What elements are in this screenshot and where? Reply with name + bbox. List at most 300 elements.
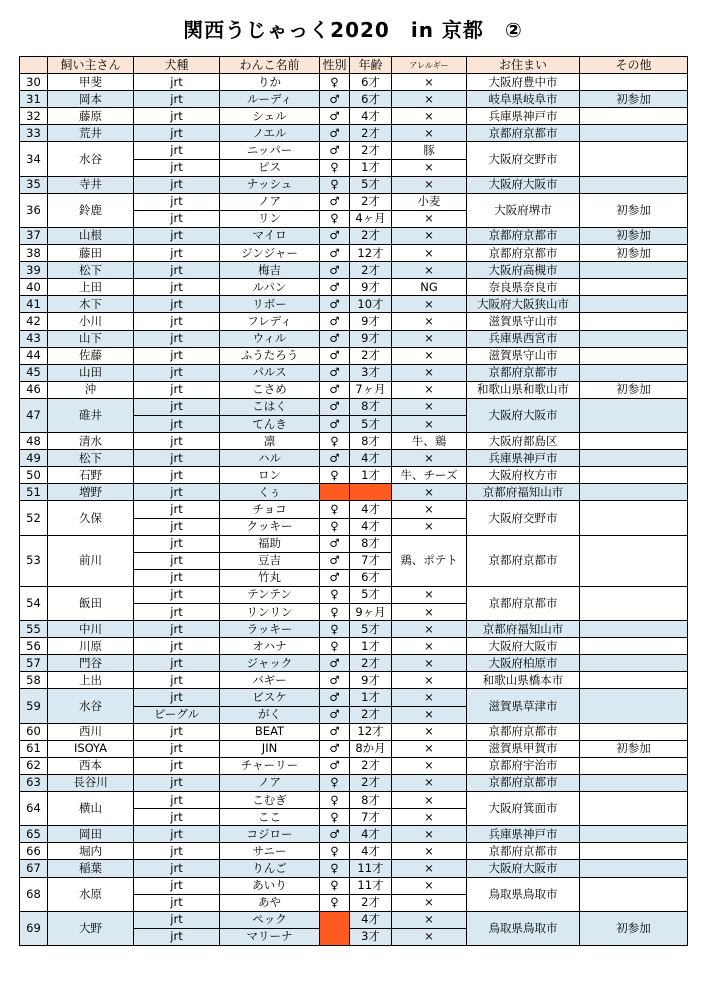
address: 大阪府交野市 — [467, 142, 580, 176]
dog-sex: ♂ — [320, 706, 350, 723]
allergy: × — [392, 843, 467, 860]
notes — [580, 774, 688, 791]
entry-number: 41 — [20, 296, 48, 313]
owner-name: 増野 — [48, 484, 134, 501]
dog-breed: jrt — [134, 74, 220, 91]
dog-sex: ♂ — [320, 826, 350, 843]
dog-name: ハル — [220, 450, 320, 467]
notes — [580, 398, 688, 432]
notes: 初参加 — [580, 193, 688, 227]
dog-sex: ♂ — [320, 450, 350, 467]
table-row — [20, 125, 688, 142]
owner-name: 上出 — [48, 672, 134, 689]
dog-age: 2才 — [350, 347, 392, 364]
address: 京都府福知山市 — [467, 484, 580, 501]
dog-age: 2才 — [350, 227, 392, 244]
dog-sex: ♂ — [320, 740, 350, 757]
dog-name: テンテン — [220, 586, 320, 603]
dog-age: 7ヶ月 — [350, 381, 392, 398]
owner-name: 水原 — [48, 877, 134, 911]
dog-sex: ♀ — [320, 518, 350, 535]
dog-sex: ♀ — [320, 877, 350, 894]
allergy: × — [392, 604, 467, 621]
dog-age: 9才 — [350, 330, 392, 347]
dog-breed: jrt — [134, 450, 220, 467]
dog-name: がく — [220, 706, 320, 723]
dog-age: 4才 — [350, 450, 392, 467]
allergy: × — [392, 347, 467, 364]
dog-breed: jrt — [134, 227, 220, 244]
dog-age: 4才 — [350, 826, 392, 843]
dog-sex: ♀ — [320, 809, 350, 826]
col-header-dog-name: わんこ名前 — [220, 57, 320, 74]
address: 大阪府大阪狭山市 — [467, 296, 580, 313]
dog-name: りんご — [220, 860, 320, 877]
notes: 初参加 — [580, 227, 688, 244]
table-row — [20, 227, 688, 244]
address: 鳥取県鳥取市 — [467, 877, 580, 911]
dog-age: 2才 — [350, 142, 392, 159]
allergy: 小麦 — [392, 193, 467, 210]
dog-breed: jrt — [134, 381, 220, 398]
allergy: × — [392, 706, 467, 723]
allergy: × — [392, 74, 467, 91]
dog-age: 2才 — [350, 655, 392, 672]
allergy: × — [392, 689, 467, 706]
dog-age: 5才 — [350, 586, 392, 603]
dog-age — [350, 484, 392, 501]
address: 京都府京都市 — [467, 586, 580, 620]
dog-name: ペック — [220, 911, 320, 928]
dog-name: リンリン — [220, 604, 320, 621]
owner-name: 稲葉 — [48, 860, 134, 877]
owner-name: 寺井 — [48, 176, 134, 193]
entry-number: 33 — [20, 125, 48, 142]
owner-name: 門谷 — [48, 655, 134, 672]
table-row — [20, 398, 688, 415]
table-row — [20, 450, 688, 467]
dog-sex: ♂ — [320, 313, 350, 330]
allergy: × — [392, 484, 467, 501]
dog-sex: ♂ — [320, 723, 350, 740]
entry-number: 34 — [20, 142, 48, 176]
dog-sex: ♀ — [320, 210, 350, 227]
owner-name: 岡本 — [48, 91, 134, 108]
notes: 初参加 — [580, 381, 688, 398]
table-row — [20, 792, 688, 809]
table-row — [20, 330, 688, 347]
allergy: × — [392, 245, 467, 262]
allergy: × — [392, 792, 467, 809]
header-row — [20, 57, 688, 74]
table-row — [20, 245, 688, 262]
dog-sex: ♀ — [320, 843, 350, 860]
dog-breed: jrt — [134, 398, 220, 415]
dog-breed: jrt — [134, 245, 220, 262]
dog-name: ニッパー — [220, 142, 320, 159]
dog-age: 3才 — [350, 364, 392, 381]
entry-number: 58 — [20, 672, 48, 689]
dog-age: 5才 — [350, 176, 392, 193]
dog-sex: ♀ — [320, 604, 350, 621]
dog-breed: jrt — [134, 740, 220, 757]
dog-sex: ♀ — [320, 467, 350, 484]
dog-breed: jrt — [134, 296, 220, 313]
table-row — [20, 877, 688, 894]
owner-name: ISOYA — [48, 740, 134, 757]
dog-breed: jrt — [134, 279, 220, 296]
dog-age: 7才 — [350, 809, 392, 826]
notes — [580, 125, 688, 142]
dog-sex: ♂ — [320, 347, 350, 364]
owner-name: 上田 — [48, 279, 134, 296]
dog-sex: ♂ — [320, 689, 350, 706]
table-row — [20, 262, 688, 279]
owner-name: 荒井 — [48, 125, 134, 142]
notes — [580, 279, 688, 296]
owner-name: 久保 — [48, 501, 134, 535]
dog-name: リボー — [220, 296, 320, 313]
dog-breed: jrt — [134, 843, 220, 860]
dog-age: 2才 — [350, 262, 392, 279]
address: 大阪府交野市 — [467, 501, 580, 535]
dog-breed: jrt — [134, 638, 220, 655]
allergy: 鶏、ポテト — [392, 535, 467, 586]
dog-name: こはく — [220, 398, 320, 415]
col-header-breed: 犬種 — [134, 57, 220, 74]
owner-name: 碓井 — [48, 398, 134, 432]
dog-breed: jrt — [134, 125, 220, 142]
dog-breed: jrt — [134, 433, 220, 450]
notes — [580, 296, 688, 313]
allergy: × — [392, 501, 467, 518]
notes: 初参加 — [580, 245, 688, 262]
notes — [580, 826, 688, 843]
entry-number: 64 — [20, 792, 48, 826]
address: 大阪府柏原市 — [467, 655, 580, 672]
address: 大阪府高槻市 — [467, 262, 580, 279]
table-row — [20, 347, 688, 364]
table-row — [20, 74, 688, 91]
dog-sex: ♂ — [320, 108, 350, 125]
dog-breed: jrt — [134, 347, 220, 364]
dog-age: 1才 — [350, 159, 392, 176]
address: 京都府京都市 — [467, 245, 580, 262]
entry-number: 68 — [20, 877, 48, 911]
allergy: × — [392, 176, 467, 193]
dog-sex: ♀ — [320, 621, 350, 638]
dog-age: 8才 — [350, 398, 392, 415]
entry-number: 36 — [20, 193, 48, 227]
allergy: NG — [392, 279, 467, 296]
allergy: × — [392, 296, 467, 313]
dog-breed: jrt — [134, 142, 220, 159]
entry-number: 59 — [20, 689, 48, 723]
dog-sex: ♂ — [320, 672, 350, 689]
owner-name: 川原 — [48, 638, 134, 655]
owner-name: 岡田 — [48, 826, 134, 843]
notes — [580, 655, 688, 672]
address: 和歌山県橋本市 — [467, 672, 580, 689]
address: 兵庫県神戸市 — [467, 450, 580, 467]
notes — [580, 723, 688, 740]
dog-breed: jrt — [134, 415, 220, 432]
dog-sex: ♀ — [320, 894, 350, 911]
dog-age: 9才 — [350, 313, 392, 330]
address: 兵庫県西宮市 — [467, 330, 580, 347]
dog-name: JIN — [220, 740, 320, 757]
dog-name: ビスケ — [220, 689, 320, 706]
allergy: × — [392, 364, 467, 381]
owner-name: 藤原 — [48, 108, 134, 125]
table-row — [20, 193, 688, 210]
entry-number: 35 — [20, 176, 48, 193]
notes — [580, 433, 688, 450]
dog-breed: jrt — [134, 552, 220, 569]
table-row — [20, 774, 688, 791]
dog-sex: ♀ — [320, 159, 350, 176]
table-row — [20, 279, 688, 296]
entry-number: 47 — [20, 398, 48, 432]
dog-sex: ♂ — [320, 91, 350, 108]
table-row — [20, 826, 688, 843]
table-row — [20, 501, 688, 518]
owner-name: 中川 — [48, 621, 134, 638]
address: 京都府福知山市 — [467, 621, 580, 638]
address: 大阪府大阪市 — [467, 638, 580, 655]
allergy: × — [392, 894, 467, 911]
dog-age: 1才 — [350, 689, 392, 706]
entry-number: 38 — [20, 245, 48, 262]
dog-name: チョコ — [220, 501, 320, 518]
notes: 初参加 — [580, 911, 688, 945]
dog-name: ピス — [220, 159, 320, 176]
address: 京都府京都市 — [467, 774, 580, 791]
owner-name: 石野 — [48, 467, 134, 484]
dog-name: 竹丸 — [220, 569, 320, 586]
notes — [580, 347, 688, 364]
owner-name: 松下 — [48, 450, 134, 467]
dog-breed: jrt — [134, 364, 220, 381]
entry-number: 37 — [20, 227, 48, 244]
dog-name: パルス — [220, 364, 320, 381]
notes — [580, 484, 688, 501]
table-row — [20, 364, 688, 381]
table-row — [20, 142, 688, 159]
dog-name: ノア — [220, 774, 320, 791]
owner-name: 長谷川 — [48, 774, 134, 791]
dog-sex: ♂ — [320, 415, 350, 432]
table-row — [20, 296, 688, 313]
dog-age: 5才 — [350, 621, 392, 638]
entry-number: 31 — [20, 91, 48, 108]
notes — [580, 621, 688, 638]
entry-number: 52 — [20, 501, 48, 535]
entry-number: 53 — [20, 535, 48, 586]
allergy: 豚 — [392, 142, 467, 159]
dog-age: 1才 — [350, 467, 392, 484]
allergy: × — [392, 91, 467, 108]
allergy: × — [392, 586, 467, 603]
dog-name: クッキー — [220, 518, 320, 535]
table-row — [20, 535, 688, 552]
entry-number: 54 — [20, 586, 48, 620]
dog-sex: ♂ — [320, 245, 350, 262]
dog-sex: ♂ — [320, 398, 350, 415]
allergy: × — [392, 313, 467, 330]
dog-name: サニー — [220, 843, 320, 860]
dog-breed: jrt — [134, 586, 220, 603]
dog-sex — [320, 484, 350, 501]
entry-number: 67 — [20, 860, 48, 877]
notes — [580, 672, 688, 689]
address: 京都府京都市 — [467, 125, 580, 142]
allergy: × — [392, 826, 467, 843]
address: 京都府京都市 — [467, 535, 580, 586]
owner-name: 松下 — [48, 262, 134, 279]
allergy: × — [392, 928, 467, 945]
dog-name: りか — [220, 74, 320, 91]
dog-breed: jrt — [134, 210, 220, 227]
dog-name: ジンジャー — [220, 245, 320, 262]
dog-breed: jrt — [134, 330, 220, 347]
address: 大阪府大阪市 — [467, 398, 580, 432]
table-row — [20, 313, 688, 330]
dog-age: 6才 — [350, 569, 392, 586]
dog-sex: ♂ — [320, 535, 350, 552]
allergy: × — [392, 518, 467, 535]
table-row — [20, 860, 688, 877]
notes — [580, 450, 688, 467]
col-header-notes: その他 — [580, 57, 688, 74]
dog-name: フレディ — [220, 313, 320, 330]
dog-age: 12才 — [350, 723, 392, 740]
table-row — [20, 723, 688, 740]
dog-name: バギー — [220, 672, 320, 689]
table-row — [20, 843, 688, 860]
dog-breed: jrt — [134, 159, 220, 176]
owner-name: 横山 — [48, 792, 134, 826]
dog-breed: jrt — [134, 877, 220, 894]
allergy: × — [392, 911, 467, 928]
notes — [580, 142, 688, 176]
table-row — [20, 108, 688, 125]
address: 鳥取県鳥取市 — [467, 911, 580, 945]
address: 滋賀県甲賀市 — [467, 740, 580, 757]
address: 兵庫県神戸市 — [467, 108, 580, 125]
dog-age: 9才 — [350, 672, 392, 689]
table-row — [20, 621, 688, 638]
allergy: × — [392, 415, 467, 432]
dog-name: ルーディ — [220, 91, 320, 108]
entry-number: 56 — [20, 638, 48, 655]
address: 大阪府堺市 — [467, 193, 580, 227]
table-row — [20, 911, 688, 928]
allergy: × — [392, 809, 467, 826]
dog-name: ふうたろう — [220, 347, 320, 364]
entry-number: 50 — [20, 467, 48, 484]
entry-number: 43 — [20, 330, 48, 347]
dog-age: 9ヶ月 — [350, 604, 392, 621]
dog-sex: ♀ — [320, 501, 350, 518]
dog-sex: ♀ — [320, 176, 350, 193]
dog-name: ここ — [220, 809, 320, 826]
dog-name: オハナ — [220, 638, 320, 655]
owner-name: 藤田 — [48, 245, 134, 262]
dog-sex: ♀ — [320, 586, 350, 603]
owner-name: 前川 — [48, 535, 134, 586]
dog-breed: jrt — [134, 621, 220, 638]
table-row — [20, 91, 688, 108]
dog-sex: ♂ — [320, 569, 350, 586]
entry-number: 61 — [20, 740, 48, 757]
dog-age: 4才 — [350, 501, 392, 518]
entry-number: 63 — [20, 774, 48, 791]
dog-sex: ♂ — [320, 125, 350, 142]
notes — [580, 757, 688, 774]
dog-breed: jrt — [134, 108, 220, 125]
entry-number: 60 — [20, 723, 48, 740]
dog-age: 10才 — [350, 296, 392, 313]
allergy: × — [392, 330, 467, 347]
dog-sex: ♀ — [320, 74, 350, 91]
table-row — [20, 433, 688, 450]
entry-number: 51 — [20, 484, 48, 501]
dog-sex: ♂ — [320, 227, 350, 244]
dog-breed: jrt — [134, 826, 220, 843]
allergy: × — [392, 108, 467, 125]
entry-number: 65 — [20, 826, 48, 843]
dog-name: ノエル — [220, 125, 320, 142]
address: 京都府京都市 — [467, 843, 580, 860]
col-header-allergy: アレルギー — [392, 57, 467, 74]
address: 大阪府豊中市 — [467, 74, 580, 91]
dog-name: あいり — [220, 877, 320, 894]
dog-breed: ビーグル — [134, 706, 220, 723]
notes: 初参加 — [580, 740, 688, 757]
allergy: × — [392, 621, 467, 638]
dog-breed: jrt — [134, 467, 220, 484]
allergy: × — [392, 655, 467, 672]
dog-age: 9才 — [350, 279, 392, 296]
table-row — [20, 740, 688, 757]
dog-name: BEAT — [220, 723, 320, 740]
address: 京都府京都市 — [467, 723, 580, 740]
dog-sex: ♂ — [320, 655, 350, 672]
dog-sex: ♀ — [320, 433, 350, 450]
dog-sex: ♂ — [320, 262, 350, 279]
entry-number: 49 — [20, 450, 48, 467]
dog-age: 11才 — [350, 877, 392, 894]
allergy: × — [392, 672, 467, 689]
dog-name: コジロー — [220, 826, 320, 843]
address: 大阪府都島区 — [467, 433, 580, 450]
table-row — [20, 689, 688, 706]
dog-age: 12才 — [350, 245, 392, 262]
table-row — [20, 381, 688, 398]
address: 大阪府大阪市 — [467, 860, 580, 877]
dog-age: 6才 — [350, 74, 392, 91]
dog-breed: jrt — [134, 262, 220, 279]
dog-name: てんき — [220, 415, 320, 432]
dog-breed: jrt — [134, 757, 220, 774]
owner-name: 山田 — [48, 364, 134, 381]
allergy: 牛、鶏 — [392, 433, 467, 450]
entry-number: 46 — [20, 381, 48, 398]
dog-age: 8才 — [350, 433, 392, 450]
allergy: × — [392, 381, 467, 398]
notes — [580, 860, 688, 877]
